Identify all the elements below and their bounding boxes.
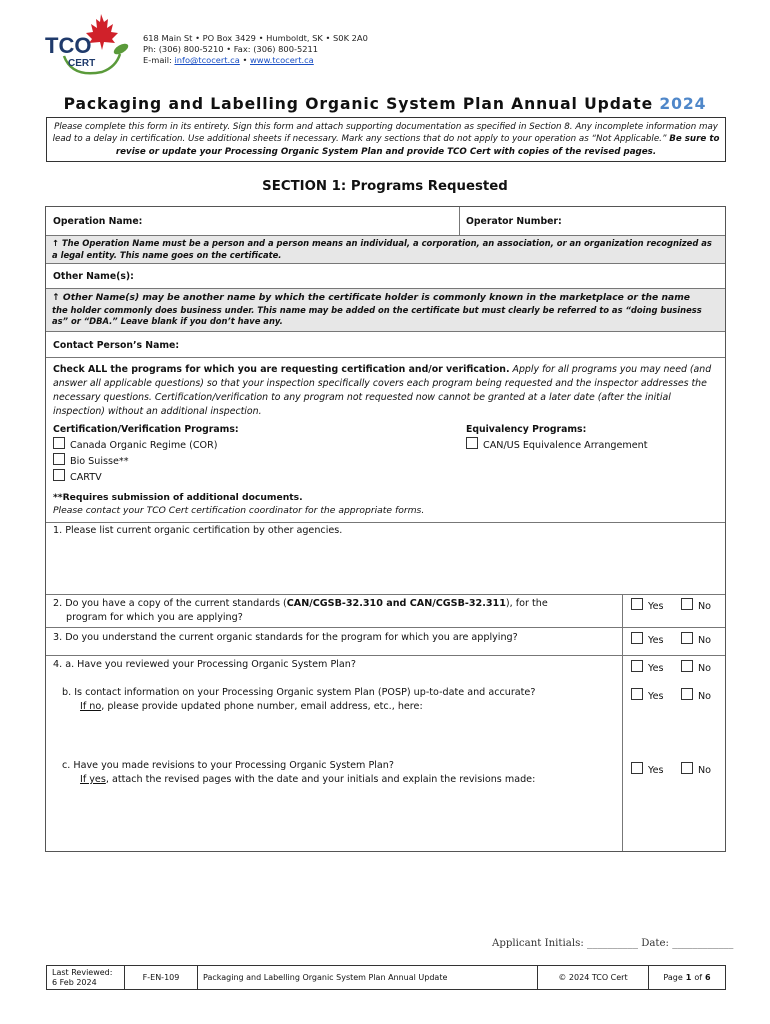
q4a-yes[interactable] bbox=[631, 660, 664, 674]
question-1-row bbox=[46, 523, 725, 595]
checkbox[interactable] bbox=[631, 762, 643, 774]
no-label: No bbox=[698, 601, 712, 612]
question-2-row bbox=[46, 595, 725, 628]
footer-reviewed bbox=[47, 966, 125, 989]
q2-yes[interactable] bbox=[631, 598, 664, 612]
checkbox[interactable] bbox=[53, 453, 65, 465]
operation-name-label: Operation Name: bbox=[53, 216, 143, 227]
operator-number-input[interactable] bbox=[571, 210, 721, 232]
checkbox[interactable] bbox=[466, 437, 478, 449]
checkbox[interactable] bbox=[631, 688, 643, 700]
q4b-yes[interactable] bbox=[631, 688, 664, 702]
program-option-cor[interactable] bbox=[53, 437, 218, 453]
requires-note bbox=[46, 486, 725, 523]
instructions-box bbox=[46, 117, 726, 162]
page-total: 6 bbox=[705, 973, 711, 982]
q4c-text: c. Have you made revisions to your Processing Organic System Plan? bbox=[62, 760, 394, 771]
equiv-programs-heading: Equivalency Programs: bbox=[466, 424, 587, 435]
requires-text bbox=[53, 491, 719, 517]
q4b-answer-input[interactable] bbox=[82, 718, 612, 754]
email-link[interactable]: info@tcocert.ca bbox=[174, 55, 240, 65]
option-label: Bio Suisse** bbox=[70, 456, 129, 467]
checkbox[interactable] bbox=[681, 660, 693, 672]
question-4c bbox=[62, 759, 535, 787]
operation-name-input[interactable] bbox=[166, 210, 454, 232]
yes-label: Yes bbox=[648, 635, 664, 646]
tco-cert-logo bbox=[44, 12, 134, 78]
separator: • bbox=[242, 55, 248, 65]
contact-row bbox=[46, 332, 725, 358]
checkbox[interactable] bbox=[631, 660, 643, 672]
question-2 bbox=[53, 597, 548, 625]
question-4a: 4. a. Have you reviewed your Processing Organic System Plan? bbox=[53, 659, 356, 670]
phone-line: Ph: (306) 800-5210 • Fax: (306) 800-5211 bbox=[143, 44, 319, 54]
q2-no[interactable] bbox=[681, 598, 711, 612]
option-label: Canada Organic Regime (COR) bbox=[70, 440, 218, 451]
other-names-note bbox=[46, 289, 725, 332]
program-option-can-us[interactable] bbox=[466, 437, 648, 453]
q4c-answer-input[interactable] bbox=[82, 792, 612, 846]
q4a-no[interactable] bbox=[681, 660, 711, 674]
footer-form-code: F-EN-109 bbox=[125, 966, 198, 989]
leaf-icon bbox=[112, 42, 130, 57]
programs-section bbox=[46, 358, 725, 486]
question-4b bbox=[62, 686, 535, 714]
checkbox[interactable] bbox=[631, 598, 643, 610]
footer-page-number bbox=[649, 966, 725, 989]
program-option-bio-suisse[interactable] bbox=[53, 453, 129, 469]
checkbox[interactable] bbox=[681, 598, 693, 610]
option-label: CARTV bbox=[70, 472, 102, 483]
title-year: 2024 bbox=[659, 95, 707, 113]
q4b-rest: , please provide updated phone number, email address, etc., here: bbox=[101, 701, 423, 712]
last-reviewed-date: 6 Feb 2024 bbox=[52, 977, 97, 987]
of-label: of bbox=[694, 973, 703, 982]
contact-person-label: Contact Person’s Name: bbox=[53, 340, 180, 351]
yes-label: Yes bbox=[648, 601, 664, 612]
instructions-text: Please complete this form in its entirety. Sign this form and attach supporting documentation as specified in Section 8. Any incomplete information may lead to a delay in certification. Use additional sheets if necessary. Mark any sections that do not apply to your operation as “Not Applicable.” bbox=[52, 122, 718, 145]
address-line: 618 Main St • PO Box 3429 • Humboldt, SK • S0K 2A0 bbox=[143, 33, 368, 43]
email-line bbox=[143, 55, 314, 67]
q3-no[interactable] bbox=[681, 632, 711, 646]
checkbox[interactable] bbox=[53, 469, 65, 481]
requires-bold: **Requires submission of additional documents. bbox=[53, 492, 303, 503]
checkbox[interactable] bbox=[681, 632, 693, 644]
yes-label: Yes bbox=[648, 663, 664, 674]
cert-programs-heading: Certification/Verification Programs: bbox=[53, 424, 239, 435]
programs-form bbox=[45, 206, 726, 852]
logo-subtext: CERT bbox=[68, 58, 96, 69]
page-label: Page bbox=[663, 973, 683, 982]
requires-contact: Please contact your TCO Cert certification coordinator for the appropriate forms. bbox=[53, 505, 425, 516]
question-4-row bbox=[46, 656, 725, 851]
other-names-row bbox=[46, 264, 725, 289]
other-names-note-line2: the holder commonly does business under. This name may be added on the certificate but must clearly be referred to as “doing business as” or “DBA.” Leave blank if you don’t have any. bbox=[52, 304, 702, 326]
q3-yes[interactable] bbox=[631, 632, 664, 646]
logo-text: TCO bbox=[45, 33, 92, 58]
q2-post: ), for the bbox=[505, 598, 548, 609]
question-1: 1. Please list current organic certification by other agencies. bbox=[53, 525, 343, 536]
instructions-bold: Be sure to revise or update your Processing Organic System Plan and provide TCO Cert with copies of the revised pages. bbox=[115, 134, 720, 157]
q4b-text: b. Is contact information on your Processing Organic system Plan (POSP) up-to-date and accurate? bbox=[62, 687, 536, 698]
q4b-no[interactable] bbox=[681, 688, 711, 702]
section-title: SECTION 1: Programs Requested bbox=[262, 179, 508, 194]
checkbox[interactable] bbox=[681, 688, 693, 700]
other-names-note-line1: ↑ Other Name(s) may be another name by which the certificate holder is commonly known in the marketplace or the name bbox=[52, 292, 691, 303]
other-names-input[interactable] bbox=[146, 267, 716, 286]
yes-label: Yes bbox=[648, 765, 664, 776]
q4c-if-yes: If yes bbox=[80, 774, 106, 785]
check-all-body: Apply for all programs you may need (and answer all applicable questions) so that your inspection specifically covers each program being requested and the inspector addresses the necessary questions. Certification/verification to any program not requested now cannot be granted at a later date (after the initial inspection) without an additional inspection. bbox=[53, 364, 712, 417]
no-label: No bbox=[698, 765, 712, 776]
applicant-initials-date[interactable]: Applicant Initials: __________ Date: ____________ bbox=[492, 938, 734, 949]
operation-name-note: ↑ The Operation Name must be a person and a person means an individual, a corporation, an association, or an organization recognized as a legal entity. This name goes on the certificate. bbox=[46, 236, 725, 264]
no-label: No bbox=[698, 691, 712, 702]
contact-person-input[interactable] bbox=[186, 335, 716, 355]
q2-line2: program for which you are applying? bbox=[66, 612, 243, 623]
title-text: Packaging and Labelling Organic System Plan Annual Update bbox=[63, 95, 654, 113]
checkbox[interactable] bbox=[631, 632, 643, 644]
operation-row bbox=[46, 207, 725, 236]
question-3-row bbox=[46, 628, 725, 656]
operator-number-label: Operator Number: bbox=[466, 216, 562, 227]
q4c-rest: , attach the revised pages with the date and your initials and explain the revisions made: bbox=[105, 774, 536, 785]
q4b-if-no: If no bbox=[80, 701, 102, 712]
q2-pre: 2. Do you have a copy of the current standards ( bbox=[53, 598, 287, 609]
program-option-cartv[interactable] bbox=[53, 469, 102, 485]
question-3: 3. Do you understand the current organic standards for the program for which you are applying? bbox=[53, 632, 518, 643]
question-1-input[interactable] bbox=[53, 541, 718, 591]
footer-form-title: Packaging and Labelling Organic System Plan Annual Update bbox=[198, 966, 538, 989]
no-label: No bbox=[698, 635, 712, 646]
email-label: E-mail: bbox=[143, 55, 172, 65]
q4c-no[interactable] bbox=[681, 762, 711, 776]
footer-copyright: © 2024 TCO Cert bbox=[538, 966, 649, 989]
checkbox[interactable] bbox=[681, 762, 693, 774]
page-title bbox=[0, 95, 770, 113]
no-label: No bbox=[698, 663, 712, 674]
q4c-yes[interactable] bbox=[631, 762, 664, 776]
other-names-label: Other Name(s): bbox=[53, 271, 134, 282]
check-all-bold: Check ALL the programs for which you are requesting certification and/or verification. bbox=[53, 364, 510, 375]
check-all-text bbox=[53, 363, 719, 419]
website-link[interactable]: www.tcocert.ca bbox=[250, 55, 314, 65]
yes-label: Yes bbox=[648, 691, 664, 702]
page-num: 1 bbox=[685, 973, 692, 982]
q2-standards: CAN/CGSB-32.310 and CAN/CGSB-32.311 bbox=[286, 598, 506, 609]
option-label: CAN/US Equivalence Arrangement bbox=[483, 440, 648, 451]
checkbox[interactable] bbox=[53, 437, 65, 449]
page-footer bbox=[46, 965, 726, 990]
last-reviewed-label: Last Reviewed: bbox=[52, 967, 113, 977]
